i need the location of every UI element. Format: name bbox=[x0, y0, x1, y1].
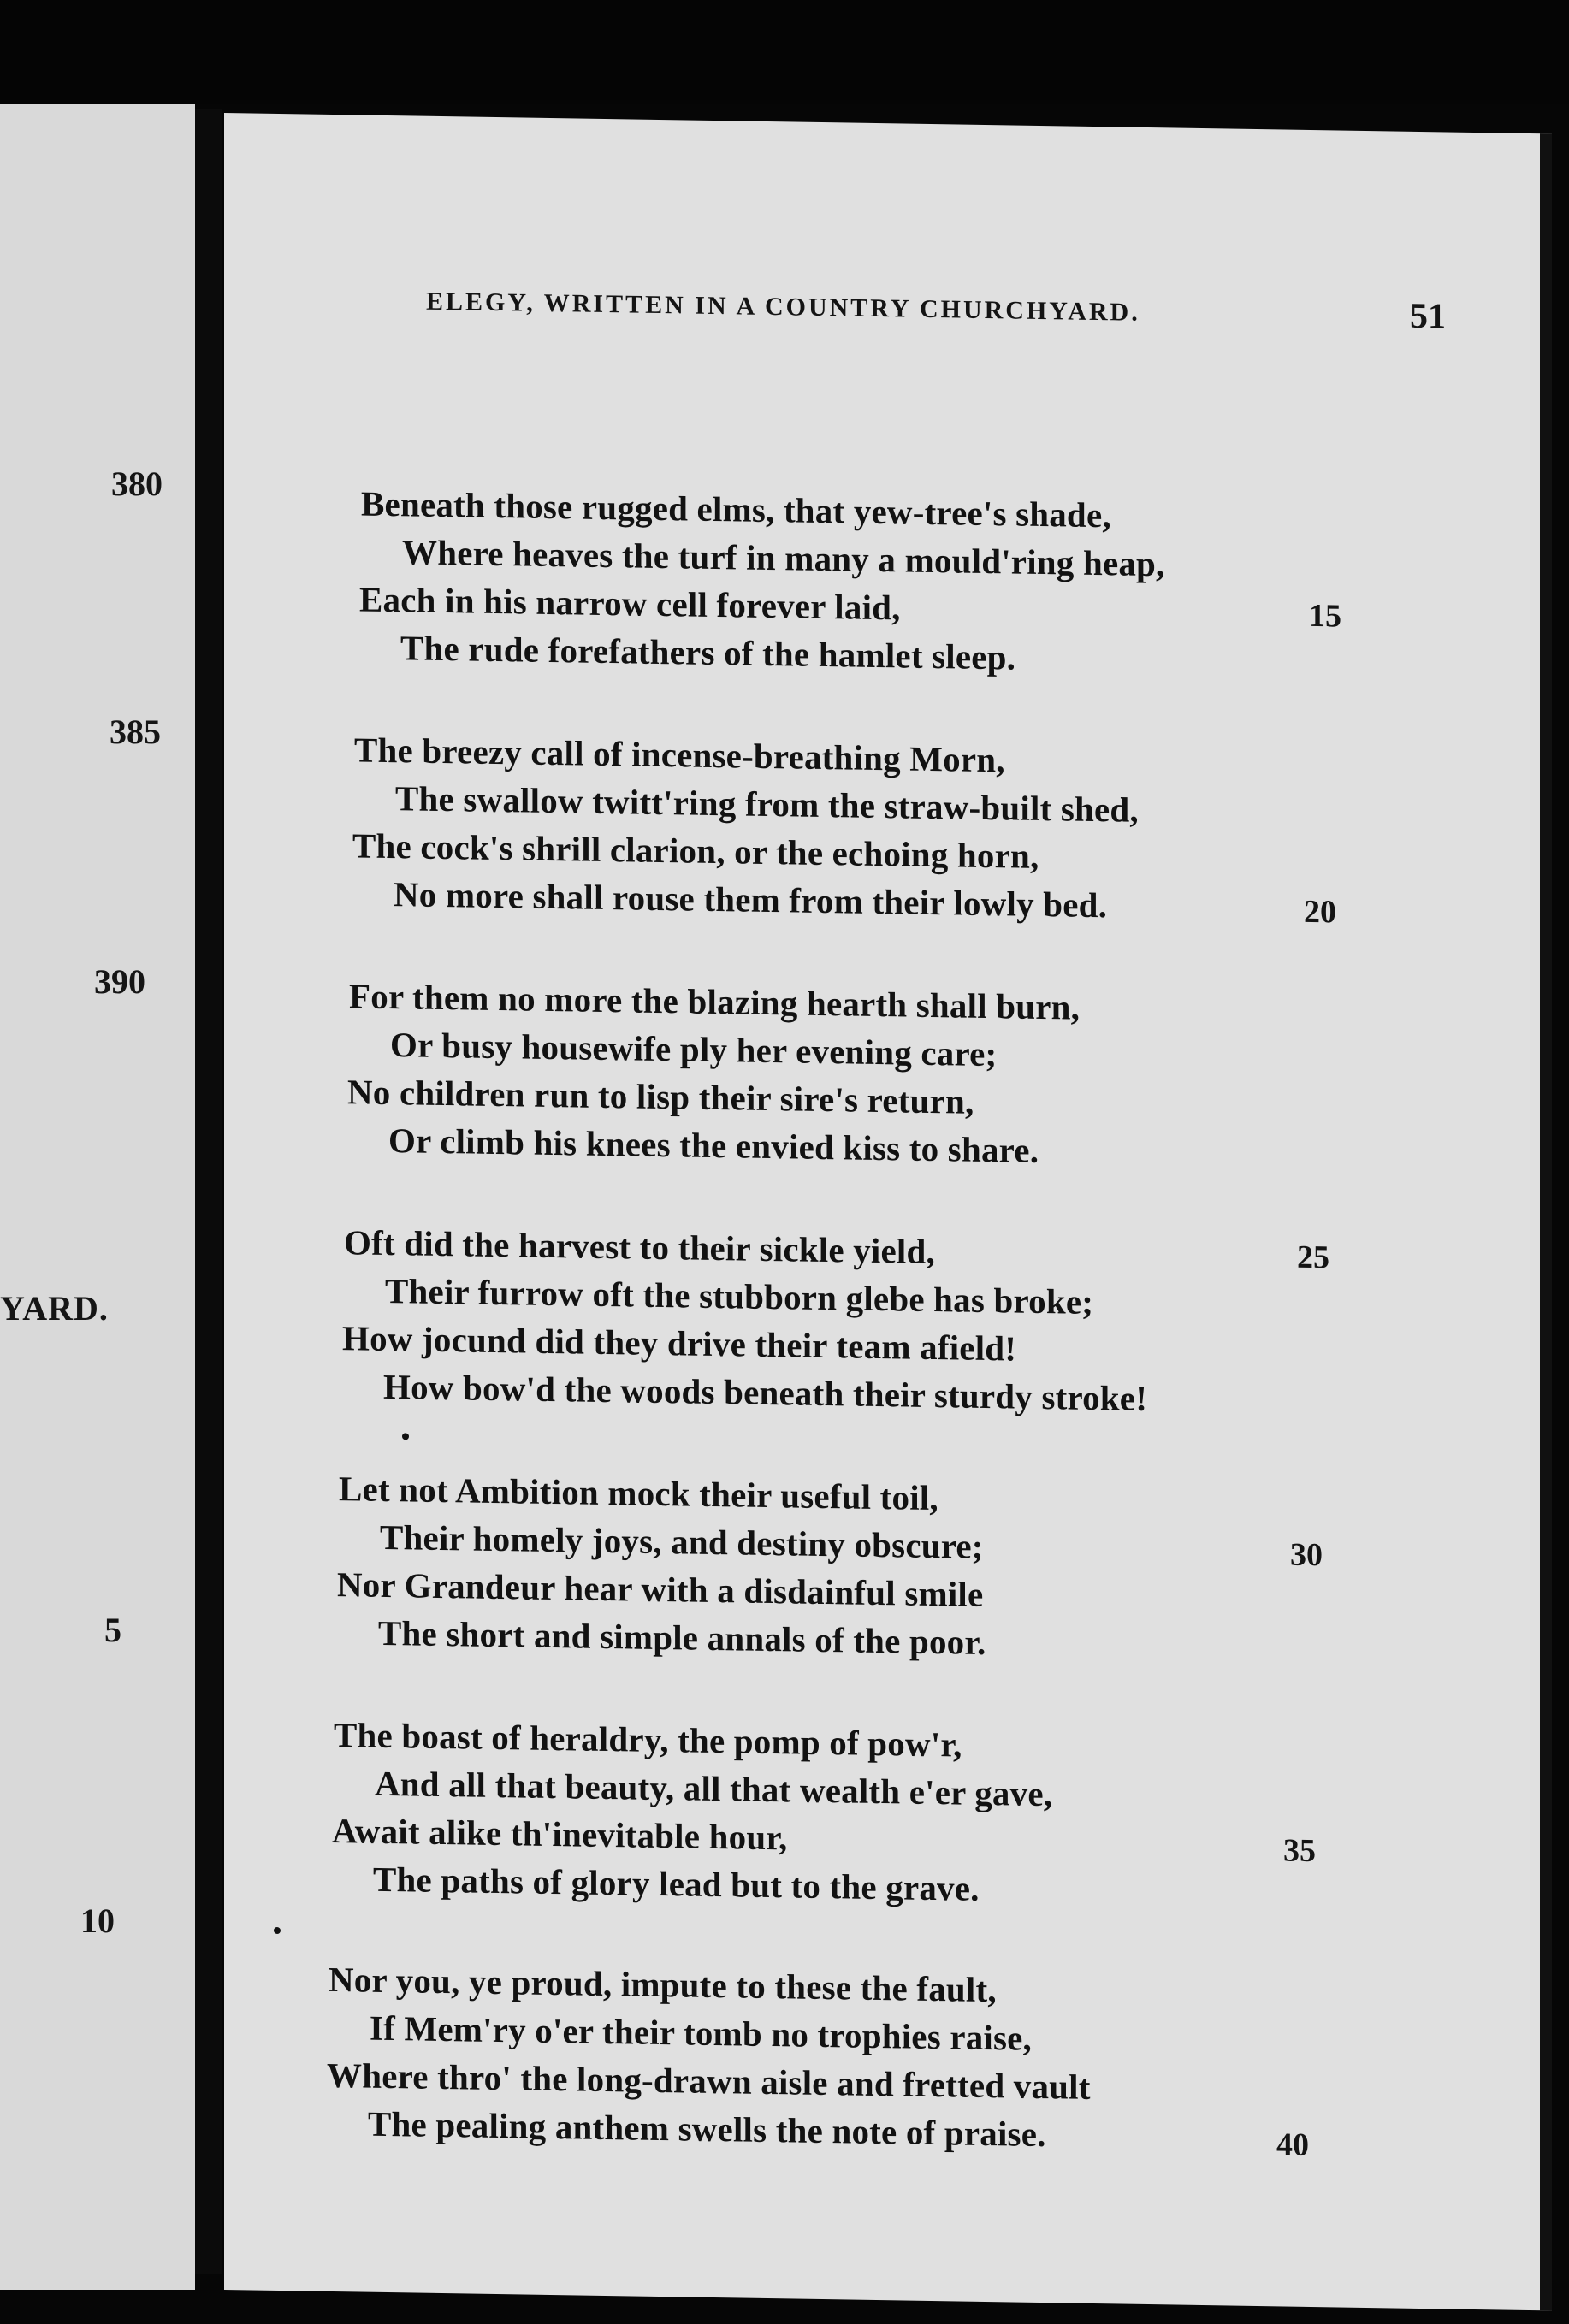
scan-border-top bbox=[0, 0, 1569, 104]
left-line-number: 380 bbox=[111, 464, 163, 503]
line-number: 15 bbox=[1309, 597, 1341, 635]
verse-line: How bow'd the woods beneath their sturdy stroke! bbox=[383, 1366, 1148, 1418]
verse-line: Let not Ambition mock their useful toil, bbox=[339, 1469, 938, 1518]
verse-line: For them no more the blazing hearth shall burn, bbox=[349, 976, 1081, 1027]
verse-line: If Mem'ry o'er their tomb no trophies raise, bbox=[370, 2008, 1033, 2058]
verse-line: No children run to lisp their sire's return, bbox=[347, 1072, 974, 1121]
left-line-number: 5 bbox=[104, 1611, 121, 1649]
left-line-number: 10 bbox=[80, 1901, 115, 1940]
verse-line: The cock's shrill clarion, or the echoing horn, bbox=[352, 825, 1039, 876]
verse-line: How jocund did they drive their team afield! bbox=[342, 1318, 1017, 1369]
verse-line: Each in his narrow cell forever laid, bbox=[359, 579, 901, 628]
verse-line: Their furrow oft the stubborn glebe has broke; bbox=[385, 1270, 1094, 1322]
left-line-number: 385 bbox=[110, 713, 161, 751]
verse-line: No more shall rouse them from their lowly bed. bbox=[394, 874, 1108, 925]
verse-line: Nor Grandeur hear with a disdainful smile bbox=[337, 1564, 984, 1614]
verse-line: The short and simple annals of the poor. bbox=[378, 1612, 986, 1662]
running-head: ELEGY, WRITTEN IN A COUNTRY CHURCHYARD. bbox=[426, 287, 1140, 327]
left-page bbox=[0, 104, 195, 2290]
page-number: 51 bbox=[1410, 296, 1446, 337]
verse-line: Where heaves the turf in many a mould'ring heap, bbox=[402, 532, 1165, 584]
line-number: 35 bbox=[1283, 1832, 1316, 1870]
verse-line: The breezy call of incense-breathing Morn, bbox=[354, 730, 1005, 780]
line-number: 40 bbox=[1276, 2126, 1309, 2163]
line-number: 30 bbox=[1290, 1536, 1323, 1574]
verse-line: And all that beauty, all that wealth e'er gave, bbox=[375, 1763, 1053, 1814]
verse-line: Await alike th'inevitable hour, bbox=[332, 1810, 788, 1858]
verse-line: Or busy housewife ply her evening care; bbox=[390, 1025, 998, 1074]
verse-line: Oft did the harvest to their sickle yield, bbox=[344, 1222, 935, 1272]
verse-line: The swallow twitt'ring from the straw-built shed, bbox=[395, 778, 1139, 830]
verse-line: Beneath those rugged elms, that yew-tree's shade, bbox=[361, 483, 1111, 535]
right-page bbox=[224, 113, 1552, 2310]
print-speck bbox=[402, 1433, 409, 1440]
verse-line: Or climb his knees the envied kiss to share. bbox=[388, 1121, 1039, 1170]
book-gutter bbox=[195, 109, 222, 2274]
verse-line: Where thro' the long-drawn aisle and fretted vault bbox=[327, 2055, 1091, 2107]
verse-line: Their homely joys, and destiny obscure; bbox=[380, 1517, 984, 1566]
verse-line: Nor you, ye proud, impute to these the fault, bbox=[329, 1959, 997, 2010]
verse-line: The pealing anthem swells the note of praise. bbox=[368, 2103, 1046, 2155]
stanza bbox=[224, 370, 1422, 677]
left-running-head-fragment: YARD. bbox=[0, 1289, 109, 1328]
left-line-number: 390 bbox=[94, 962, 145, 1001]
line-number: 25 bbox=[1297, 1239, 1329, 1276]
print-speck bbox=[274, 1927, 281, 1934]
line-number: 20 bbox=[1304, 893, 1336, 931]
verse-line: The rude forefathers of the hamlet sleep. bbox=[400, 628, 1016, 677]
verse-line: The paths of glory lead but to the grave. bbox=[373, 1859, 980, 1908]
verse-line: The boast of heraldry, the pomp of pow'r, bbox=[334, 1715, 962, 1765]
